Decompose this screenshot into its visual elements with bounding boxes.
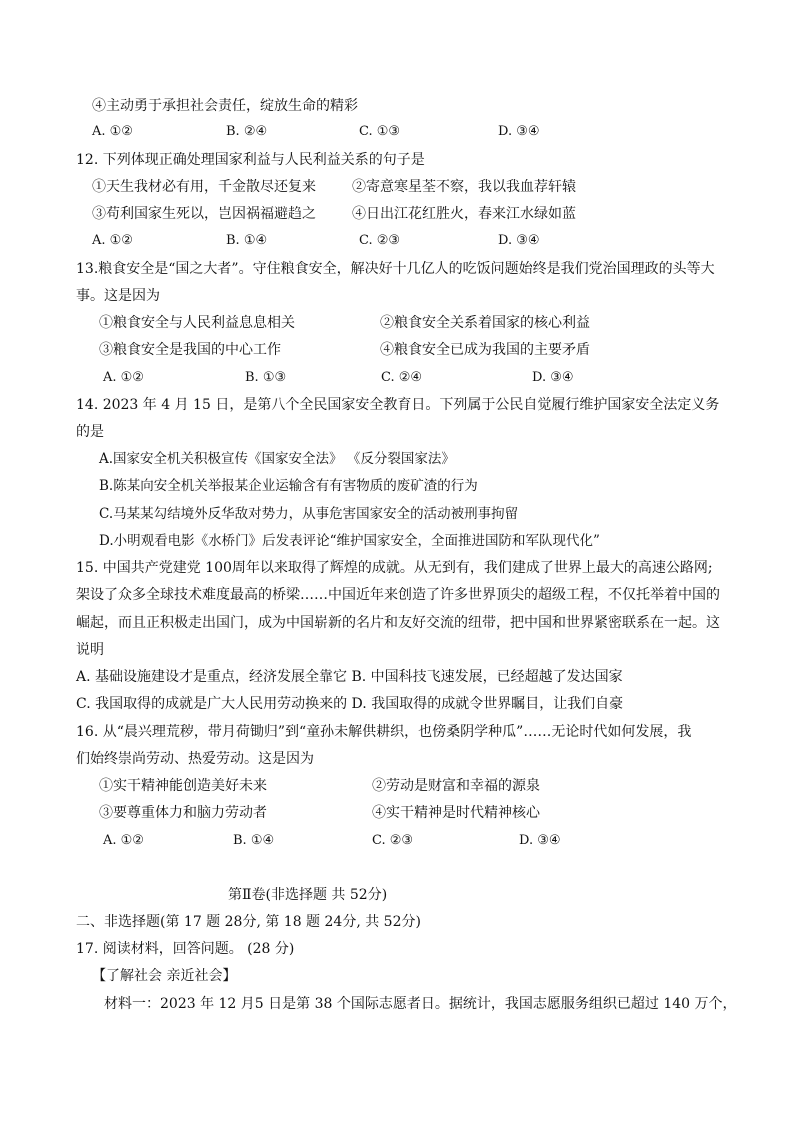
section-2-heading: 二、非选择题(第 17 题 28分, 第 18 题 24分, 共 52分) [76,914,421,930]
q11-option-b: B. ②④ [226,124,268,139]
q13-item-3: ③粮食安全是我国的中心工作 [99,342,281,358]
q13-item-4: ④粮食安全已成为我国的主要矛盾 [380,342,590,358]
q13-option-d: D. ③④ [532,370,574,385]
q16-option-d: D. ③④ [519,833,561,848]
q12-option-c: C. ②③ [359,233,401,248]
q13-option-c: C. ②④ [381,370,423,385]
q14-option-a: A.国家安全机关积极宣传《国家安全法》 《反分裂国家法》 [99,451,455,467]
q11-option-c: C. ①③ [359,124,401,139]
q12-item-4: ④日出江花红胜火，春来江水绿如蓝 [352,206,576,222]
q12-item-2: ②寄意寒星荃不察，我以我血荐轩辕 [352,179,576,195]
q15-stem-line-3: 崛起，而且正积极走出国门，成为中国崭新的名片和友好交流的纽带，把中国和世界紧密联系在一起。这 [76,615,720,631]
q12-option-a: A. ①② [92,233,133,248]
q16-option-c: C. ②③ [372,833,414,848]
q17-subheading: 【了解社会 亲近社会】 [92,968,237,984]
q13-item-1: ①粮食安全与人民利益息息相关 [99,315,295,331]
q17-stem: 17. 阅读材料，回答问题。 (28 分) [76,941,295,957]
q14-stem-line-2: 的是 [76,424,104,440]
q16-option-a: A. ①② [103,833,144,848]
q16-stem-line-2: 们始终崇尚劳动、热爱劳动。这是因为 [76,751,314,767]
q11-item-4: ④主动勇于承担社会责任，绽放生命的精彩 [92,98,358,114]
q13-stem-line-1: 13.粮食安全是“国之大者”。守住粮食安全，解决好十几亿人的吃饭问题始终是我们党治国理政的头等大 [76,261,715,277]
q16-item-2: ②劳动是财富和幸福的源泉 [372,778,540,794]
q12-item-1: ①天生我材必有用，千金散尽还复来 [92,179,316,195]
q13-option-b: B. ①③ [245,370,287,385]
q16-item-4: ④实干精神是时代精神核心 [372,805,540,821]
q14-option-c: C.马某某勾结境外反华敌对势力，从事危害国家安全的活动被刑事拘留 [99,506,519,522]
q15-options-line-2: C. 我国取得的成就是广大人民用劳动换来的 D. 我国取得的成就令世界瞩目，让我们自豪 [76,696,624,712]
q12-item-3: ③苟利国家生死以，岂因祸福避趋之 [92,206,316,222]
q14-option-d: D.小明观看电影《水桥门》后发表评论“维护国家安全，全面推进国防和军队现代化” [99,533,600,549]
q12-option-d: D. ③④ [498,233,540,248]
q16-option-b: B. ①④ [233,833,275,848]
q16-item-3: ③要尊重体力和脑力劳动者 [99,805,267,821]
q13-option-a: A. ①② [103,370,144,385]
q14-option-b: B.陈某向安全机关举报某企业运输含有有害物质的废矿渣的行为 [99,478,478,494]
q15-options-line-1: A. 基础设施建设才是重点，经济发展全靠它 B. 中国科技飞速发展，已经超越了发达国家 [76,669,623,685]
q15-stem-line-1: 15. 中国共产党建党 100周年以来取得了辉煌的成就。从无到有，我们建成了世界上最大的高速公路网; [76,560,713,576]
q11-option-a: A. ①② [92,124,133,139]
q15-stem-line-4: 说明 [76,642,104,658]
q17-material-1: 材料一：2023 年 12 月5 日是第 38 个国际志愿者日。据统计，我国志愿服务组织已超过 140 万个， [104,996,737,1012]
q12-stem: 12. 下列体现正确处理国家利益与人民利益关系的句子是 [76,152,425,168]
q13-stem-line-2: 事。这是因为 [76,288,160,304]
q12-option-b: B. ①④ [226,233,268,248]
q14-stem-line-1: 14. 2023 年 4 月 15 日，是第八个全民国家安全教育日。下列属于公民自觉履行维护国家安全法定义务 [76,397,720,413]
q13-item-2: ②粮食安全关系着国家的核心利益 [380,315,590,331]
q11-option-d: D. ③④ [498,124,540,139]
part-2-title: 第Ⅱ卷(非选择题 共 52分) [228,887,388,903]
q16-item-1: ①实干精神能创造美好未来 [99,778,267,794]
q16-stem-line-1: 16. 从“晨兴理荒秽，带月荷锄归”到“童孙未解供耕织，也傍桑阴学种瓜”……无论时代如何发展，我 [76,724,692,740]
q15-stem-line-2: 架设了众多全球技术难度最高的桥梁……中国近年来创造了许多世界顶尖的超级工程，不仅托举着中国的 [76,587,720,603]
